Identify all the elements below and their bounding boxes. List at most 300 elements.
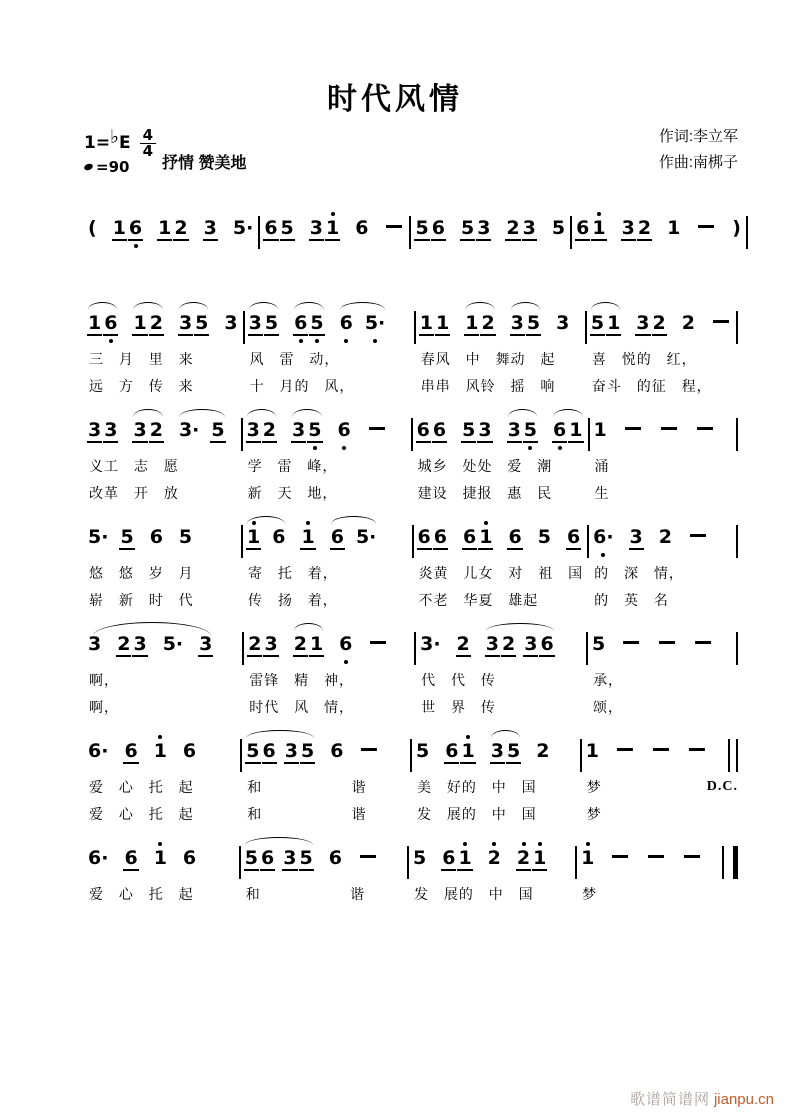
low-octave-dot	[467, 446, 471, 450]
note-group	[132, 414, 163, 450]
note	[415, 735, 430, 771]
note	[552, 414, 567, 450]
note-group	[337, 414, 352, 450]
high-octave-dot	[375, 414, 379, 418]
note-digit: 2	[652, 312, 666, 334]
note-group	[358, 735, 380, 771]
low-octave-dot	[581, 244, 585, 248]
note-digit: 6·	[88, 740, 109, 762]
low-octave-dot	[690, 874, 694, 878]
high-octave-dot	[117, 212, 121, 216]
note	[575, 212, 590, 248]
note-digit: 2	[536, 740, 550, 762]
note-group	[462, 521, 493, 557]
note-digit: 5	[195, 312, 209, 334]
note	[182, 842, 197, 878]
low-octave-dot	[229, 339, 233, 343]
high-octave-dot	[631, 414, 635, 418]
high-octave-dot	[598, 414, 602, 418]
low-octave-dot	[158, 767, 162, 771]
note-group	[487, 842, 502, 878]
note-digit: 2	[637, 217, 652, 239]
low-octave-dot	[266, 874, 270, 878]
low-octave-dot	[109, 446, 113, 450]
low-octave-dot	[93, 446, 97, 450]
low-octave-dot	[134, 244, 138, 248]
note-group	[460, 212, 491, 248]
low-octave-dot	[595, 339, 599, 343]
high-octave-dot	[461, 628, 465, 632]
slur-arc	[292, 409, 321, 417]
high-octave-dot	[719, 307, 723, 311]
note-digit: 5	[178, 526, 193, 548]
slur-arc	[88, 302, 117, 310]
high-octave-dot	[468, 521, 472, 525]
note-group	[182, 735, 197, 771]
low-octave-dot	[315, 660, 319, 664]
note	[162, 628, 184, 664]
note-digit: 6	[416, 419, 430, 441]
low-octave-dot	[299, 339, 303, 343]
duration-dash	[698, 225, 714, 228]
note	[325, 212, 340, 248]
slur-arc	[491, 730, 520, 738]
low-octave-dot	[428, 660, 432, 664]
notes-row	[416, 414, 584, 450]
high-octave-dot	[665, 628, 669, 632]
notes-row	[414, 212, 566, 248]
note	[501, 628, 516, 664]
note-group	[666, 212, 681, 248]
dash-note	[694, 414, 716, 450]
note	[246, 414, 261, 450]
note-group	[419, 307, 450, 343]
high-octave-dot	[109, 414, 113, 418]
end-barline	[722, 846, 738, 879]
low-octave-dot	[657, 339, 661, 343]
beam-gap	[275, 868, 282, 878]
note-digit: 5	[460, 217, 475, 239]
note-digit: 2	[293, 633, 307, 655]
duration-dash	[370, 641, 386, 644]
high-octave-dot	[484, 521, 488, 525]
note-group	[157, 212, 188, 248]
duration-dash	[386, 225, 402, 228]
note	[666, 212, 681, 248]
low-octave-dot	[557, 244, 561, 248]
note	[658, 521, 673, 557]
note-digit	[609, 848, 631, 871]
high-octave-dot	[735, 212, 739, 216]
note-group	[656, 628, 678, 664]
system-row	[84, 723, 738, 823]
score-system	[84, 200, 741, 249]
low-octave-dot	[342, 446, 346, 450]
lyric-line-2: 不老 华夏 雄起	[418, 592, 539, 608]
note-digit: 6·	[593, 526, 614, 548]
note-digit: 2	[502, 633, 516, 655]
note-group	[710, 307, 732, 343]
low-octave-dot	[529, 660, 533, 664]
low-octave-dot	[376, 660, 380, 664]
note	[591, 212, 606, 248]
note-digit: 1	[301, 526, 315, 548]
note-digit: 6	[540, 633, 554, 655]
note-group	[593, 414, 608, 450]
note-digit: 1	[435, 312, 450, 334]
note-group	[552, 414, 583, 450]
note-group	[686, 735, 708, 771]
high-octave-dot	[657, 307, 661, 311]
measure	[413, 402, 588, 502]
low-octave-dot	[208, 244, 212, 248]
end-barline	[746, 216, 748, 249]
high-octave-dot	[511, 212, 515, 216]
note	[580, 842, 595, 878]
site-url: jianpu.cn	[713, 1091, 774, 1108]
note-group	[731, 212, 742, 248]
high-octave-dot	[158, 735, 162, 739]
high-octave-dot	[626, 212, 630, 216]
note	[232, 212, 254, 248]
high-octave-dot	[642, 212, 646, 216]
note-group	[419, 628, 441, 664]
note-digit: 1	[592, 217, 606, 239]
low-octave-dot	[450, 767, 454, 771]
low-octave-dot	[421, 446, 425, 450]
high-octave-dot	[163, 212, 167, 216]
dash-note	[620, 628, 642, 664]
note-group	[87, 628, 102, 664]
low-octave-dot	[512, 446, 516, 450]
note-digit: 6	[339, 312, 353, 334]
note-digit: 2	[516, 847, 531, 869]
score-system	[84, 295, 738, 395]
notes-row	[87, 521, 237, 557]
note-group	[456, 628, 471, 664]
note-digit	[710, 313, 732, 336]
lyric-line-2: 梦	[586, 806, 602, 822]
high-octave-dot	[93, 628, 97, 632]
note	[537, 521, 552, 557]
end-barline	[728, 739, 738, 772]
low-octave-dot	[654, 874, 658, 878]
lyric-line-1: 雷锋 精 神，	[249, 672, 355, 688]
duration-dash	[361, 748, 377, 751]
low-octave-dot	[253, 339, 257, 343]
note-digit: 6	[339, 633, 353, 655]
note-digit: 2	[658, 526, 673, 548]
measure	[245, 295, 414, 395]
note-digit	[694, 420, 716, 443]
note-digit	[681, 848, 703, 871]
lyric-line-2: 传 扬 着，	[248, 592, 338, 608]
note-digit: 6	[182, 847, 197, 869]
note	[153, 842, 168, 878]
high-octave-dot	[437, 414, 441, 418]
note	[280, 212, 295, 248]
high-octave-dot	[269, 628, 273, 632]
note-digit: 6	[566, 526, 581, 548]
low-octave-dot	[735, 244, 739, 248]
note-group	[694, 414, 716, 450]
system-row	[84, 295, 738, 395]
note	[284, 735, 299, 771]
note-digit: 6	[432, 419, 447, 441]
high-octave-dot	[701, 628, 705, 632]
lyric-line-1: 爱 心 托 起	[89, 779, 194, 795]
low-octave-dot	[138, 660, 142, 664]
note-digit: 5·	[162, 633, 184, 655]
measure	[84, 200, 258, 248]
note	[116, 628, 131, 664]
note	[178, 307, 193, 343]
note-group	[575, 212, 606, 248]
notes-row	[419, 628, 582, 664]
note	[487, 842, 502, 878]
high-octave-dot	[184, 521, 188, 525]
note-digit: 3·	[420, 633, 441, 655]
high-octave-dot	[597, 212, 601, 216]
note-digit: 2	[117, 633, 131, 655]
high-octave-dot	[285, 212, 289, 216]
note-digit: 5	[526, 312, 541, 334]
high-octave-dot	[241, 212, 245, 216]
low-octave-dot	[314, 244, 318, 248]
note-group	[580, 842, 595, 878]
lyric-line-1: 喜 悦的 红，	[591, 351, 697, 367]
note-group	[516, 842, 547, 878]
low-octave-dot	[466, 767, 470, 771]
note	[299, 842, 314, 878]
note-digit: 3·	[178, 419, 200, 441]
note-group	[198, 628, 213, 664]
note	[247, 628, 262, 664]
note-digit: 1	[479, 526, 493, 548]
measure	[241, 830, 407, 903]
note	[132, 414, 147, 450]
note-digit: 5	[462, 419, 476, 441]
note-group	[590, 307, 621, 343]
low-octave-dot	[418, 874, 422, 878]
duration-dash	[659, 641, 675, 644]
slur-arc	[247, 409, 276, 417]
low-octave-dot	[590, 767, 594, 771]
note	[87, 307, 102, 343]
slur-arc	[465, 302, 494, 310]
dash-note	[710, 307, 732, 343]
note-group	[162, 628, 184, 664]
note-group	[367, 628, 389, 664]
note	[182, 735, 197, 771]
low-octave-dot	[96, 553, 100, 557]
high-octave-dot	[513, 521, 517, 525]
lyric-line-1: 爱 心 托 起	[89, 886, 194, 902]
system-row	[84, 830, 738, 903]
notes-row	[263, 212, 405, 248]
note-group	[330, 521, 378, 557]
note-digit	[357, 848, 379, 871]
note-digit: 2	[248, 633, 262, 655]
note-group	[132, 307, 163, 343]
note	[87, 521, 109, 557]
note-group	[592, 521, 614, 557]
note-group	[461, 414, 492, 450]
note	[178, 521, 193, 557]
note	[119, 521, 134, 557]
notes-row	[246, 521, 408, 557]
low-octave-dot	[216, 446, 220, 450]
measure	[244, 616, 414, 716]
high-octave-dot	[366, 842, 370, 846]
low-octave-dot	[364, 553, 368, 557]
dash-note	[357, 842, 379, 878]
low-octave-dot	[542, 553, 546, 557]
key-signature	[84, 126, 156, 158]
note-group	[621, 212, 652, 248]
paren	[731, 212, 742, 248]
note-digit: 3	[264, 633, 278, 655]
note-digit: 6	[261, 847, 275, 869]
note	[309, 628, 324, 664]
high-octave-dot	[344, 628, 348, 632]
lyric-line-2: 爱 心 托 起	[89, 806, 194, 822]
note-group	[687, 521, 709, 557]
high-octave-dot	[93, 414, 97, 418]
note-group	[293, 307, 324, 343]
note-digit: 5	[551, 217, 566, 239]
note	[435, 307, 450, 343]
low-octave-dot	[93, 339, 97, 343]
note-group	[291, 414, 322, 450]
low-octave-dot	[188, 767, 192, 771]
low-octave-dot	[241, 244, 245, 248]
low-octave-dot	[288, 874, 292, 878]
note	[210, 414, 225, 450]
note-digit: 5	[523, 419, 538, 441]
note-digit: 6	[262, 740, 276, 762]
low-octave-dot	[277, 553, 281, 557]
note	[456, 628, 471, 664]
note-digit: 3	[199, 633, 213, 655]
dash-note	[687, 521, 709, 557]
note-group	[555, 307, 570, 343]
low-octave-dot	[267, 446, 271, 450]
high-octave-dot	[436, 212, 440, 216]
note-digit: 5·	[232, 217, 254, 239]
low-octave-dot	[447, 874, 451, 878]
low-octave-dot	[313, 446, 317, 450]
note-digit: 1	[133, 312, 147, 334]
score-system	[84, 830, 738, 903]
high-octave-dot	[463, 842, 467, 846]
note-digit: 3	[309, 217, 324, 239]
note-digit: 1	[585, 740, 599, 762]
low-octave-dot	[545, 660, 549, 664]
end-barline	[736, 418, 738, 451]
note-digit: 1	[153, 740, 167, 762]
note-digit: 1	[419, 312, 433, 334]
dash-note	[656, 628, 678, 664]
lyric-line-1: 寄 托 着，	[248, 565, 338, 581]
low-octave-dot	[513, 553, 517, 557]
note-digit	[358, 741, 380, 764]
note-digit: 3	[224, 312, 238, 334]
low-octave-dot	[572, 553, 576, 557]
note	[419, 628, 441, 664]
low-octave-dot	[158, 874, 162, 878]
note-group	[591, 628, 606, 664]
low-octave-dot	[251, 767, 255, 771]
lyric-line-1: 美 好的 中 国	[417, 779, 537, 795]
note-group	[441, 842, 472, 878]
high-octave-dot	[129, 735, 133, 739]
note-group	[635, 307, 666, 343]
low-octave-dot	[392, 244, 396, 248]
note-digit: 1	[153, 847, 167, 869]
high-octave-dot	[686, 307, 690, 311]
note-digit: 3	[284, 740, 298, 762]
low-octave-dot	[422, 553, 426, 557]
slur-arc	[331, 516, 377, 524]
high-octave-dot	[421, 414, 425, 418]
note	[309, 212, 324, 248]
note	[414, 212, 429, 248]
system-row	[84, 200, 741, 249]
note-digit	[645, 848, 667, 871]
note	[338, 628, 353, 664]
high-octave-dot	[421, 735, 425, 739]
note	[87, 414, 102, 450]
score-system	[84, 402, 738, 502]
low-octave-dot	[184, 339, 188, 343]
lyric-line-1: 学 雷 峰，	[247, 458, 338, 474]
note-digit: 6	[294, 312, 308, 334]
note-digit: 3	[133, 633, 147, 655]
low-octave-dot	[507, 660, 511, 664]
lyric-line-1: 和 谐	[247, 779, 367, 795]
note	[652, 307, 667, 343]
low-octave-dot	[629, 660, 633, 664]
low-octave-dot	[538, 874, 542, 878]
lyric-line-1: 城乡 处处 爱 潮	[417, 458, 553, 474]
note-digit: 1	[112, 217, 126, 239]
note-group	[153, 735, 168, 771]
low-octave-dot	[267, 767, 271, 771]
dash-note	[658, 414, 680, 450]
notes-row	[247, 628, 410, 664]
low-octave-dot	[492, 874, 496, 878]
tempo-value: =90	[96, 158, 130, 176]
slur-arc	[340, 302, 386, 310]
note-digit: 5	[412, 847, 427, 869]
low-octave-dot	[297, 446, 301, 450]
low-octave-dot	[253, 660, 257, 664]
key-letter: E	[119, 133, 131, 153]
lyric-line-1: 春风 中 舞动 起	[420, 351, 556, 367]
measure	[587, 295, 736, 395]
note-digit: 3	[629, 526, 643, 548]
low-octave-dot	[360, 244, 364, 248]
note	[153, 735, 168, 771]
lyric-line-2: 串串 风铃 摇 响	[420, 378, 556, 394]
lyric-line-2: 啊，	[89, 699, 119, 715]
note	[637, 212, 652, 248]
high-octave-dot	[572, 521, 576, 525]
dash-note	[614, 735, 636, 771]
low-octave-dot	[420, 244, 424, 248]
low-octave-dot	[598, 446, 602, 450]
